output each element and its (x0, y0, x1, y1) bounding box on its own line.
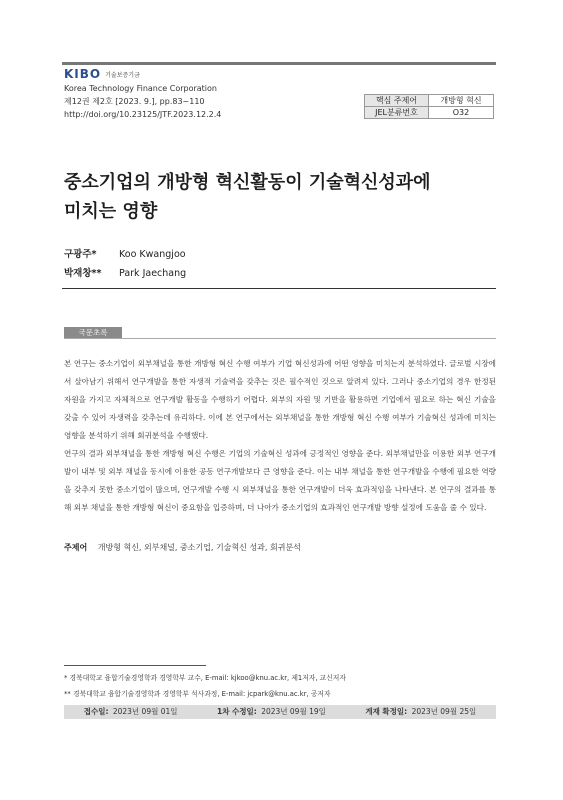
author-1-korean: 구광주* (64, 249, 97, 260)
jel-label: JEL분류번호 (365, 107, 429, 119)
received-date (84, 705, 178, 719)
received-label: 접수일: (83, 707, 109, 716)
footnotes (64, 670, 346, 702)
keyword-label: 핵심 주제어 (365, 95, 429, 107)
classification-table (364, 94, 494, 119)
journal-info (64, 82, 221, 121)
author-2-korean: 박재창** (64, 268, 102, 279)
keyword-value: 개방형 혁신 (429, 95, 494, 107)
received-value: 2023년 09월 01일 (112, 707, 178, 716)
abstract-paragraph-2: 연구의 결과 외부채널을 통한 개방형 혁신 수행은 기업의 기술혁신 성과에 긍정적인 영향을 준다. 외부채널만을 이용한 외부 연구개발이 내부 및 외부 채널을 동시에 이용한 공동 연구개발보다 큰 영향을 준다. 이는 내부 채널을 통한 연구개발을 수행에 필요한 역량을 갖추지 못한 중소기업이 많으며, 연구개발 수행 시 외부채널을 통한 연구개발이 더욱 효과적임을 나타낸다. 본 연구의 결과를 통해 외부 채널을 통한 개방형 혁신이 중요함을 입증하며, 더 나아가 중소기업의 효과적인 연구개발 방향 설정에 도움을 줄 수 있다. (64, 449, 496, 512)
revised-date (217, 705, 326, 719)
title-line-1: 중소기업의 개방형 혁신활동이 기술혁신성과에 (64, 172, 431, 193)
logo-subtitle: 기술보증기금 (105, 71, 140, 79)
abstract-paragraph-1: 본 연구는 중소기업이 외부채널을 통한 개방형 혁신 수행 여부가 기업 혁신성과에 어떤 영향을 미치는지 분석하였다. 글로벌 시장에서 살아남기 위해서 연구개발을 통한 자생적 기술력을 갖추는 것은 필수적인 것으로 알려져 있다. 그러나 중소기업의 경우 한정된 자원을 가지고 자체적으로 연구개발 활동을 수행하기 어렵다. 외부의 자원 및 기반을 활용하면 기업에서 필요로 하는 혁신 기술을 갖출 수 있어 자생력을 갖추는데 유리하다. 이에 본 연구에서는 외부채널을 통한 개방형 혁신 수행 여부가 기술혁신 성과에 미치는 영향을 분석하기 위해 회귀분석을 수행했다. (64, 359, 496, 440)
revised-value: 2023년 09월 19일 (261, 707, 326, 716)
jel-value: O32 (429, 107, 494, 119)
kibo-logo (64, 68, 140, 80)
journal-doi[interactable]: http://doi.org/10.23125/JTF.2023.12.2.4 (64, 110, 222, 119)
journal-volume: 제12권 제2호 [2023. 9.], pp.83~110 (64, 97, 205, 106)
journal-name: Korea Technology Finance Corporation (64, 84, 217, 93)
accepted-value: 2023년 09월 25일 (411, 707, 477, 716)
keywords-label: 주제어 (64, 543, 88, 552)
title-line-2: 미치는 영향 (64, 201, 158, 222)
date-bar (64, 705, 496, 719)
logo-mark: KIBO (64, 67, 102, 81)
author-2-english: Park Jaechang (119, 268, 187, 279)
accepted-date (365, 705, 476, 719)
keywords (64, 542, 301, 553)
author-divider (62, 288, 496, 289)
author-2 (64, 264, 186, 283)
keywords-value: 개방형 혁신, 외부채널, 중소기업, 기술혁신 성과, 회귀분석 (97, 543, 301, 552)
footnote-divider (64, 665, 206, 666)
author-list (64, 245, 186, 283)
abstract-label: 국문초록 (64, 327, 122, 339)
footnote-2: ** 경북대학교 융합기술경영학과 경영학부 석사과정, E-mail: jcpark@knu.ac.kr, 공저자 (64, 690, 331, 698)
author-1-english: Koo Kwangjoo (119, 249, 186, 260)
abstract-body (64, 355, 496, 517)
header-rule (62, 62, 496, 65)
accepted-label: 게재 확정일: (365, 707, 408, 716)
paper-title (64, 168, 504, 226)
abstract-divider (64, 338, 496, 339)
revised-label: 1차 수정일: (216, 707, 257, 716)
footnote-1: * 경북대학교 융합기술경영학과 경영학부 교수, E-mail: kjkoo@knu.ac.kr, 제1저자, 교신저자 (64, 674, 346, 682)
author-1 (64, 245, 186, 264)
